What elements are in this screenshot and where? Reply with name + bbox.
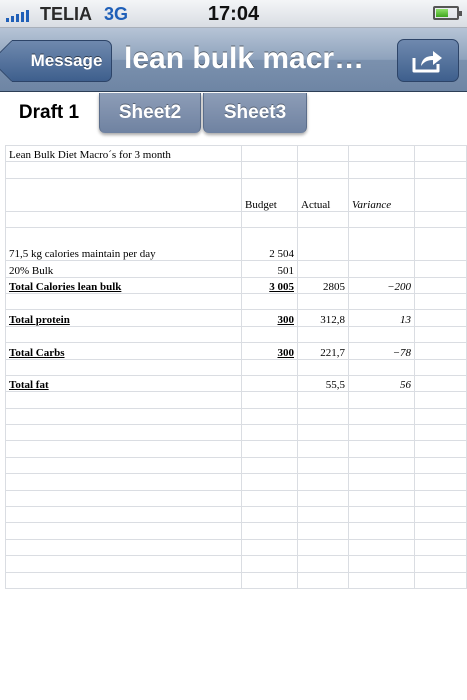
table-cell[interactable] — [298, 457, 349, 473]
table-row — [6, 146, 467, 162]
table-cell[interactable] — [415, 359, 467, 375]
table-cell[interactable] — [242, 392, 298, 408]
table-cell[interactable] — [415, 343, 467, 359]
table-cell[interactable] — [298, 474, 349, 490]
total-protein-actual[interactable]: 312,8 — [298, 310, 349, 326]
header-budget[interactable]: Budget — [242, 178, 298, 211]
table-cell[interactable] — [349, 507, 415, 523]
table-cell[interactable] — [415, 425, 467, 441]
table-row — [6, 359, 467, 375]
total-carbs-variance[interactable]: −78 — [349, 343, 415, 359]
table-cell[interactable] — [298, 490, 349, 506]
table-cell[interactable] — [298, 523, 349, 539]
table-cell[interactable] — [349, 261, 415, 277]
tab-sheet2[interactable]: Sheet2 — [99, 93, 201, 133]
table-cell[interactable] — [415, 228, 467, 261]
table-cell[interactable] — [349, 441, 415, 457]
table-cell[interactable] — [415, 211, 467, 227]
total-protein-label[interactable]: Total protein — [6, 310, 242, 326]
table-row — [6, 261, 467, 277]
table-row — [6, 228, 467, 261]
tab-sheet3[interactable]: Sheet3 — [203, 93, 307, 133]
table-cell[interactable] — [6, 293, 242, 309]
total-calories-budget[interactable]: 3 005 — [242, 277, 298, 293]
table-cell[interactable] — [242, 441, 298, 457]
table-cell[interactable] — [349, 146, 415, 162]
total-fat-actual[interactable]: 55,5 — [298, 375, 349, 391]
table-cell[interactable] — [349, 326, 415, 342]
table-cell[interactable] — [242, 490, 298, 506]
spreadsheet-grid[interactable] — [5, 145, 467, 589]
table-cell[interactable] — [6, 408, 242, 424]
table-cell[interactable] — [242, 375, 298, 391]
total-calories-variance[interactable]: −200 — [349, 277, 415, 293]
table-cell[interactable] — [349, 392, 415, 408]
table-cell[interactable] — [298, 211, 349, 227]
maintain-budget[interactable]: 2 504 — [242, 228, 298, 261]
table-cell[interactable] — [298, 572, 349, 588]
total-carbs-label[interactable]: Total Carbs — [6, 343, 242, 359]
table-cell[interactable] — [6, 211, 242, 227]
share-button[interactable] — [397, 39, 459, 82]
table-cell[interactable] — [242, 408, 298, 424]
table-cell[interactable] — [298, 507, 349, 523]
table-cell[interactable] — [349, 162, 415, 178]
table-cell[interactable] — [242, 507, 298, 523]
table-cell[interactable] — [242, 539, 298, 555]
table-cell[interactable] — [415, 408, 467, 424]
table-cell[interactable] — [349, 556, 415, 572]
battery-icon — [433, 6, 459, 20]
maintain-label[interactable]: 71,5 kg calories maintain per day — [6, 228, 242, 261]
table-row — [6, 572, 467, 588]
table-cell[interactable] — [298, 261, 349, 277]
table-cell[interactable] — [298, 408, 349, 424]
table-cell[interactable] — [6, 359, 242, 375]
header-actual[interactable]: Actual — [298, 178, 349, 211]
bulk-label[interactable]: 20% Bulk — [6, 261, 242, 277]
table-row — [6, 326, 467, 342]
table-cell[interactable] — [6, 326, 242, 342]
back-button-container — [0, 28, 120, 92]
sheet-title-cell[interactable]: Lean Bulk Diet Macro´s for 3 month — [6, 146, 242, 162]
total-calories-label[interactable]: Total Calories lean bulk — [6, 277, 242, 293]
table-cell[interactable] — [349, 293, 415, 309]
total-calories-actual[interactable]: 2805 — [298, 277, 349, 293]
table-cell[interactable] — [242, 474, 298, 490]
network-type: 3G — [104, 4, 129, 24]
table-row — [6, 474, 467, 490]
table-cell[interactable] — [415, 293, 467, 309]
table-cell[interactable] — [349, 572, 415, 588]
table-cell[interactable] — [242, 523, 298, 539]
table-cell[interactable] — [415, 261, 467, 277]
table-row — [6, 457, 467, 473]
table-cell[interactable] — [6, 162, 242, 178]
table-cell[interactable] — [242, 457, 298, 473]
table-cell[interactable] — [242, 425, 298, 441]
navigation-bar — [0, 28, 467, 92]
sheet-tab-bar — [0, 93, 467, 135]
share-icon — [411, 48, 445, 74]
table-cell[interactable] — [349, 523, 415, 539]
table-row — [6, 523, 467, 539]
table-cell[interactable] — [6, 556, 242, 572]
table-cell[interactable] — [415, 457, 467, 473]
table-cell[interactable] — [298, 293, 349, 309]
table-cell[interactable] — [6, 178, 242, 211]
header-variance[interactable]: Variance — [349, 178, 415, 211]
table-cell[interactable] — [298, 146, 349, 162]
table-row — [6, 310, 467, 326]
table-cell[interactable] — [6, 490, 242, 506]
table-cell[interactable] — [298, 556, 349, 572]
table-cell[interactable] — [415, 507, 467, 523]
table-cell[interactable] — [415, 375, 467, 391]
table-cell[interactable] — [415, 572, 467, 588]
table-row — [6, 441, 467, 457]
table-row — [6, 556, 467, 572]
table-cell[interactable] — [415, 392, 467, 408]
table-cell[interactable] — [242, 556, 298, 572]
table-cell[interactable] — [349, 457, 415, 473]
total-fat-label[interactable]: Total fat — [6, 375, 242, 391]
table-cell[interactable] — [415, 523, 467, 539]
table-row — [6, 178, 467, 211]
table-row — [6, 507, 467, 523]
table-cell[interactable] — [415, 162, 467, 178]
table-cell[interactable] — [349, 490, 415, 506]
table-cell[interactable] — [298, 228, 349, 261]
table-row — [6, 490, 467, 506]
table-cell[interactable] — [298, 359, 349, 375]
table-cell[interactable] — [349, 359, 415, 375]
table-cell[interactable] — [415, 539, 467, 555]
table-cell[interactable] — [349, 211, 415, 227]
table-cell[interactable] — [6, 392, 242, 408]
table-cell[interactable] — [415, 146, 467, 162]
table-row — [6, 162, 467, 178]
table-row — [6, 408, 467, 424]
table-cell[interactable] — [415, 441, 467, 457]
table-row — [6, 539, 467, 555]
table-cell[interactable] — [242, 293, 298, 309]
total-protein-variance[interactable]: 13 — [349, 310, 415, 326]
table-cell[interactable] — [242, 146, 298, 162]
total-carbs-actual[interactable]: 221,7 — [298, 343, 349, 359]
table-cell[interactable] — [6, 507, 242, 523]
table-cell[interactable] — [242, 326, 298, 342]
table-cell[interactable] — [349, 474, 415, 490]
table-row — [6, 277, 467, 293]
table-cell[interactable] — [242, 162, 298, 178]
total-carbs-budget[interactable]: 300 — [242, 343, 298, 359]
table-cell[interactable] — [6, 523, 242, 539]
table-cell[interactable] — [415, 277, 467, 293]
table-cell[interactable] — [349, 539, 415, 555]
tab-draft-1[interactable]: Draft 1 — [0, 93, 98, 133]
table-cell[interactable] — [298, 441, 349, 457]
table-cell[interactable] — [298, 162, 349, 178]
table-cell[interactable] — [6, 474, 242, 490]
table-row — [6, 392, 467, 408]
table-cell[interactable] — [349, 425, 415, 441]
table-cell[interactable] — [415, 474, 467, 490]
table-cell[interactable] — [415, 310, 467, 326]
table-row — [6, 375, 467, 391]
table-cell[interactable] — [349, 228, 415, 261]
table-cell[interactable] — [415, 326, 467, 342]
table-cell[interactable] — [242, 572, 298, 588]
table-row — [6, 343, 467, 359]
back-button[interactable] — [12, 40, 112, 82]
table-cell[interactable] — [242, 211, 298, 227]
table-cell[interactable] — [415, 556, 467, 572]
table-cell[interactable] — [298, 539, 349, 555]
bulk-budget[interactable]: 501 — [242, 261, 298, 277]
total-fat-variance[interactable]: 56 — [349, 375, 415, 391]
table-cell[interactable] — [298, 392, 349, 408]
clock: 17:04 — [207, 3, 260, 25]
table-cell[interactable] — [415, 490, 467, 506]
document-title: lean bulk macro… — [124, 42, 382, 75]
status-bar — [0, 0, 467, 28]
table-cell[interactable] — [6, 539, 242, 555]
table-cell[interactable] — [6, 457, 242, 473]
battery-level — [436, 9, 448, 17]
table-cell[interactable] — [6, 572, 242, 588]
total-protein-budget[interactable]: 300 — [242, 310, 298, 326]
carrier-name: TELIA — [40, 4, 92, 24]
table-cell[interactable] — [349, 408, 415, 424]
table-row — [6, 211, 467, 227]
table-row — [6, 425, 467, 441]
table-cell[interactable] — [415, 178, 467, 211]
table-row — [6, 293, 467, 309]
table-cell[interactable] — [242, 359, 298, 375]
table-cell[interactable] — [298, 425, 349, 441]
back-button-label: Message — [30, 51, 103, 70]
table-cell[interactable] — [6, 425, 242, 441]
table-cell[interactable] — [298, 326, 349, 342]
table-cell[interactable] — [6, 441, 242, 457]
